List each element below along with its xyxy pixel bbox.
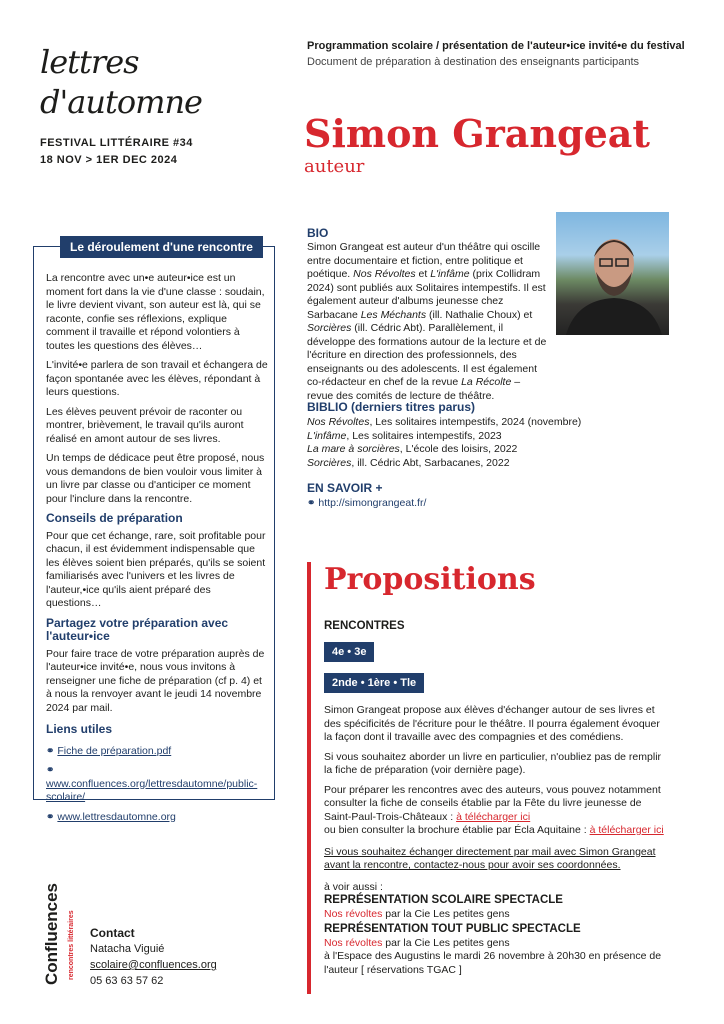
show-title: Nos révoltes: [324, 907, 383, 920]
author-photo: [556, 212, 669, 335]
bio-text: Simon Grangeat est auteur d'un théâtre qui oscille entre documentaire et fiction, entre politique et poétique.: [307, 241, 541, 280]
show-company: par la Cie Les petites gens: [382, 907, 510, 920]
biblio-rest: , Les solitaires intempestifs, 2023: [346, 429, 502, 442]
voir-aussi: à voir aussi :: [324, 880, 383, 893]
bio-heading: BIO: [307, 226, 329, 240]
show-public-line: [324, 937, 669, 951]
contact-email[interactable]: scolaire@confluences.org: [90, 959, 217, 971]
show-public-heading: REPRÉSENTATION TOUT PUBLIC SPECTACLE: [324, 923, 581, 935]
box-heading-partagez: Partagez votre préparation avec l'auteur•ice: [46, 615, 229, 643]
biblio-title: Sorcières: [307, 456, 352, 469]
box-paragraph: L'invité•e parlera de son travail et échangera de façon spontanée avec les élèves, répondant à leurs questions.: [46, 359, 268, 398]
download-link-2[interactable]: à télécharger ici: [589, 824, 664, 836]
contact-block: [90, 925, 217, 989]
level-tag-college: 4e • 3e: [324, 642, 374, 662]
propositions-accent-bar: [307, 562, 311, 994]
bio-title: L'infâme: [430, 268, 470, 280]
box-paragraph: La rencontre avec un•e auteur•ice est un moment fort dans la vie d'une classe : soudain, le livre devient vivant, son auteur est là, qui se raconte, confie ses réflexions, explique comment il travaille et répond volontiers à toutes les questions des élèves…: [46, 272, 265, 352]
rencontres-heading: RENCONTRES: [324, 620, 405, 632]
prop-paragraph: [324, 784, 669, 825]
biblio-title: L'infâme: [307, 429, 347, 442]
contact-heading: Contact: [90, 926, 135, 940]
propositions-title: Propositions: [324, 562, 536, 597]
box-paragraph: Pour que cet échange, rare, soit profitable pour chacun, il est évidemment indispensable que les élèves soient bien préparés, qu'ils se soient familiarisés avec l'univers et les livres de l'auteur,•ice qu'ils aient préparé des questions…: [46, 529, 266, 609]
rencontre-box-title: Le déroulement d'une rencontre: [60, 236, 263, 258]
box-paragraph: Les élèves peuvent prévoir de raconter ou montrer, brièvement, le travail qu'ils auront réalisé en amont autour de ses livres.: [46, 405, 244, 445]
download-link-1[interactable]: à télécharger ici: [456, 810, 531, 823]
confluences-logo: [42, 860, 75, 985]
website-url[interactable]: http://simongrangeat.fr/: [318, 497, 427, 509]
bio-text: (ill. Nathalie Choux) et: [426, 308, 533, 321]
author-website-link[interactable]: [307, 497, 426, 511]
contact-name: Natacha Viguié: [90, 943, 165, 955]
bio-text: et: [415, 268, 431, 280]
confluences-logo-sub: rencontres littéraires: [68, 910, 75, 980]
propositions-body: [324, 704, 669, 977]
author-portrait-icon: [556, 212, 669, 335]
prop-paragraph: Simon Grangeat propose aux élèves d'échanger autour de ses livres et des spécificités de l'écriture pour le théâtre. Il pourra également évoquer la façon dont il travaille avec des compagnies et des comédiens.: [324, 704, 660, 743]
confluences-logo-main: Confluences: [42, 882, 61, 985]
logo-line2: d'automne: [40, 83, 202, 121]
contact-note: Si vous souhaitez échanger directement par mail avec Simon Grangeat avant la rencontre, contactez-nous pour avoir ses coordonnées.: [324, 845, 656, 871]
link-text[interactable]: Fiche de préparation.pdf: [57, 744, 172, 757]
prop-paragraph: Si vous souhaitez aborder un livre en particulier, n'oubliez pas de remplir la fiche de préparation (voir dernière page).: [324, 750, 662, 776]
biblio-heading: BIBLIO (derniers titres parus): [307, 400, 476, 414]
box-heading-liens: Liens utiles: [46, 722, 113, 736]
useful-link-lettres[interactable]: [46, 811, 268, 825]
bio-text: (ill. Cédric Abt). Parallèlement, il développe des formations autour de la lecture et de l'écriture en direction des professionnels, des enseignants ou des adolescents. Il est également co-rédacteur en chef de la revue: [307, 322, 547, 388]
useful-link-pdf[interactable]: [46, 745, 268, 759]
link-text[interactable]: www.confluences.org/lettresdautomne/public-scolaire/: [46, 777, 258, 803]
box-heading-conseils: Conseils de préparation: [46, 511, 183, 525]
festival-logo: [40, 42, 202, 122]
bio-text: – revue des comités de lecture de théâtre.: [307, 376, 521, 402]
useful-link-confluences[interactable]: [46, 764, 268, 805]
show-public-details: à l'Espace des Augustins le mardi 26 novembre à 20h30 en présence de l'auteur [ réservations TGAC ]: [324, 950, 662, 976]
biblio-item: [307, 416, 667, 430]
prop-paragraph: [324, 824, 669, 838]
bio-title: Nos Révoltes: [353, 268, 416, 280]
biblio-rest: , Les solitaires intempestifs, 2024 (novembre): [369, 416, 582, 428]
prop-text: Pour préparer les rencontres avec des auteurs, vous pouvez notamment consulter la fiche de conseils établie par la Fête du livre jeunesse de Saint-Paul-Trois-Châteaux :: [324, 783, 661, 823]
biblio-title: Nos Révoltes: [307, 416, 370, 428]
rencontre-box-content: [46, 272, 268, 824]
link-icon: ⚭: [307, 498, 316, 509]
header-title: Programmation scolaire / présentation de l'auteur•ice invité•e du festival: [307, 40, 685, 52]
biblio-item: [307, 457, 667, 471]
biblio-title: La mare à sorcières: [307, 443, 400, 455]
biblio-rest: , L'école des loisirs, 2022: [399, 443, 518, 455]
link-icon: ⚭: [46, 811, 55, 823]
festival-info: [40, 135, 193, 169]
biblio-item: [307, 443, 667, 457]
logo-line1: lettres: [40, 43, 139, 81]
biblio-item: [307, 430, 667, 444]
festival-edition: FESTIVAL LITTÉRAIRE #34: [40, 137, 193, 149]
bio-text-narrow: [307, 241, 547, 403]
show-scolaire-heading: REPRÉSENTATION SCOLAIRE SPECTACLE: [324, 894, 563, 906]
link-text[interactable]: www.lettresdautomne.org: [57, 810, 176, 823]
author-role: auteur: [304, 156, 365, 177]
box-paragraph: Un temps de dédicace peut être proposé, nous vous demandons de bien vouloir vous limiter à un livre par classe ou d'anticiper ce moment pour l'inclure dans la rencontre.: [46, 452, 265, 505]
bio-title: La Récolte: [461, 376, 512, 388]
contact-phone: 05 63 63 57 62: [90, 975, 164, 987]
header-subtitle: Document de préparation à destination des enseignants participants: [307, 56, 640, 68]
author-name: Simon Grangeat: [304, 111, 650, 156]
link-icon: ⚭: [46, 765, 55, 776]
show-title: Nos révoltes: [324, 936, 383, 949]
bio-title: Les Méchants: [360, 308, 427, 321]
bio-title: Sorcières: [307, 322, 352, 334]
show-scolaire-line: [324, 908, 669, 922]
prop-text: ou bien consulter la brochure établie par Écla Aquitaine :: [324, 824, 590, 836]
link-icon: ⚭: [46, 745, 55, 757]
level-tag-lycee: 2nde • 1ère • Tle: [324, 673, 424, 693]
festival-dates: 18 NOV > 1ER DEC 2024: [40, 154, 178, 166]
biblio-rest: , ill. Cédric Abt, Sarbacanes, 2022: [351, 456, 510, 469]
biblio-list: [307, 416, 667, 470]
savoir-heading: EN SAVOIR +: [307, 481, 383, 495]
show-company: par la Cie Les petites gens: [382, 936, 510, 949]
bio-text: (prix Collidram 2024) sont publiés aux Solitaires intempestifs. Il est également auteur d'albums jeunesse chez Sarbacane: [307, 268, 546, 321]
box-paragraph: Pour faire trace de votre préparation auprès de l'auteur•ice invité•e, nous vous invitons à renseigner une fiche de préparation (cf p. 4) et à nous la renvoyer avant le jeudi 14 novembre 2024 par mail.: [46, 647, 265, 714]
